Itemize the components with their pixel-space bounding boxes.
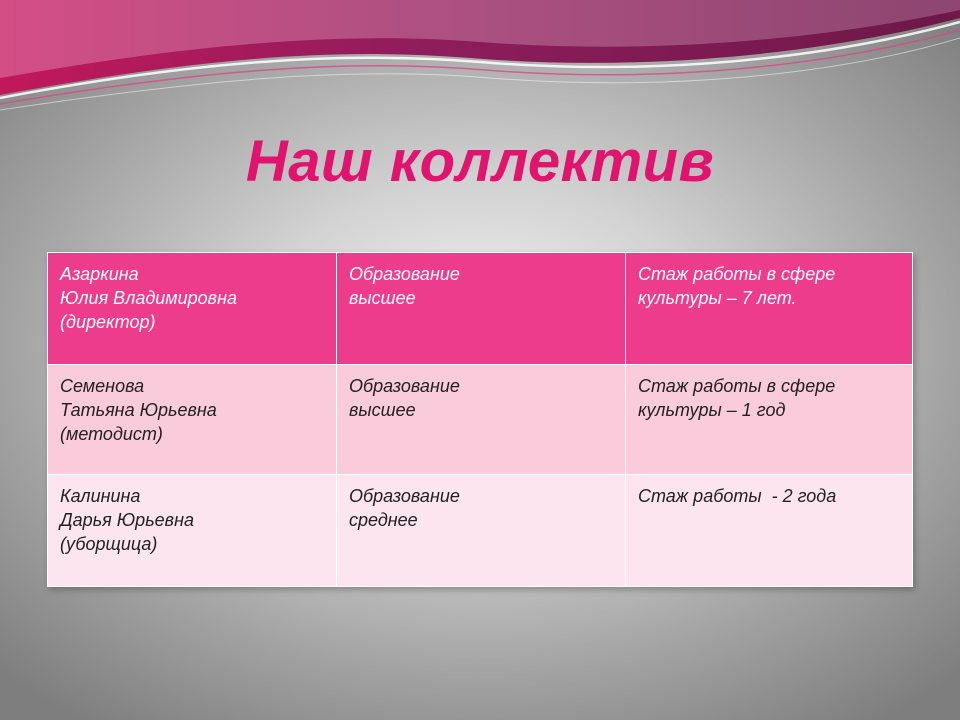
- experience-line: Стаж работы в сфере: [638, 376, 836, 396]
- education-value: высшее: [349, 288, 416, 308]
- education-label: Образование: [349, 264, 460, 284]
- name-cell: [48, 253, 337, 365]
- surname: Семенова: [60, 376, 145, 396]
- slide-title: Наш коллектив: [245, 129, 715, 194]
- staff-table: [47, 252, 913, 587]
- education-cell: [337, 475, 626, 587]
- given-names: Юлия Владимировна: [60, 288, 237, 308]
- surname: Калинина: [60, 486, 141, 506]
- table-row: [48, 253, 913, 365]
- experience-cell: [626, 253, 913, 365]
- experience-cell: [626, 365, 913, 475]
- experience-line: Стаж работы в сфере: [638, 264, 836, 284]
- education-cell: [337, 365, 626, 475]
- education-value: высшее: [349, 400, 416, 420]
- top-wave-decoration: [0, 0, 960, 125]
- education-label: Образование: [349, 376, 460, 396]
- experience-line: культуры – 7 лет.: [638, 288, 797, 308]
- name-cell: [48, 475, 337, 587]
- experience-cell: [626, 475, 913, 587]
- education-cell: [337, 253, 626, 365]
- given-names: Татьяна Юрьевна: [60, 400, 217, 420]
- education-value: среднее: [349, 510, 418, 530]
- position: (уборщица): [60, 534, 158, 554]
- surname: Азаркина: [60, 264, 139, 284]
- name-cell: [48, 365, 337, 475]
- education-label: Образование: [349, 486, 460, 506]
- experience-line: Стаж работы - 2 года: [638, 486, 837, 506]
- position: (директор): [60, 312, 156, 332]
- position: (методист): [60, 424, 163, 444]
- table-row: [48, 475, 913, 587]
- table-row: [48, 365, 913, 475]
- given-names: Дарья Юрьевна: [60, 510, 194, 530]
- experience-line: культуры – 1 год: [638, 400, 786, 420]
